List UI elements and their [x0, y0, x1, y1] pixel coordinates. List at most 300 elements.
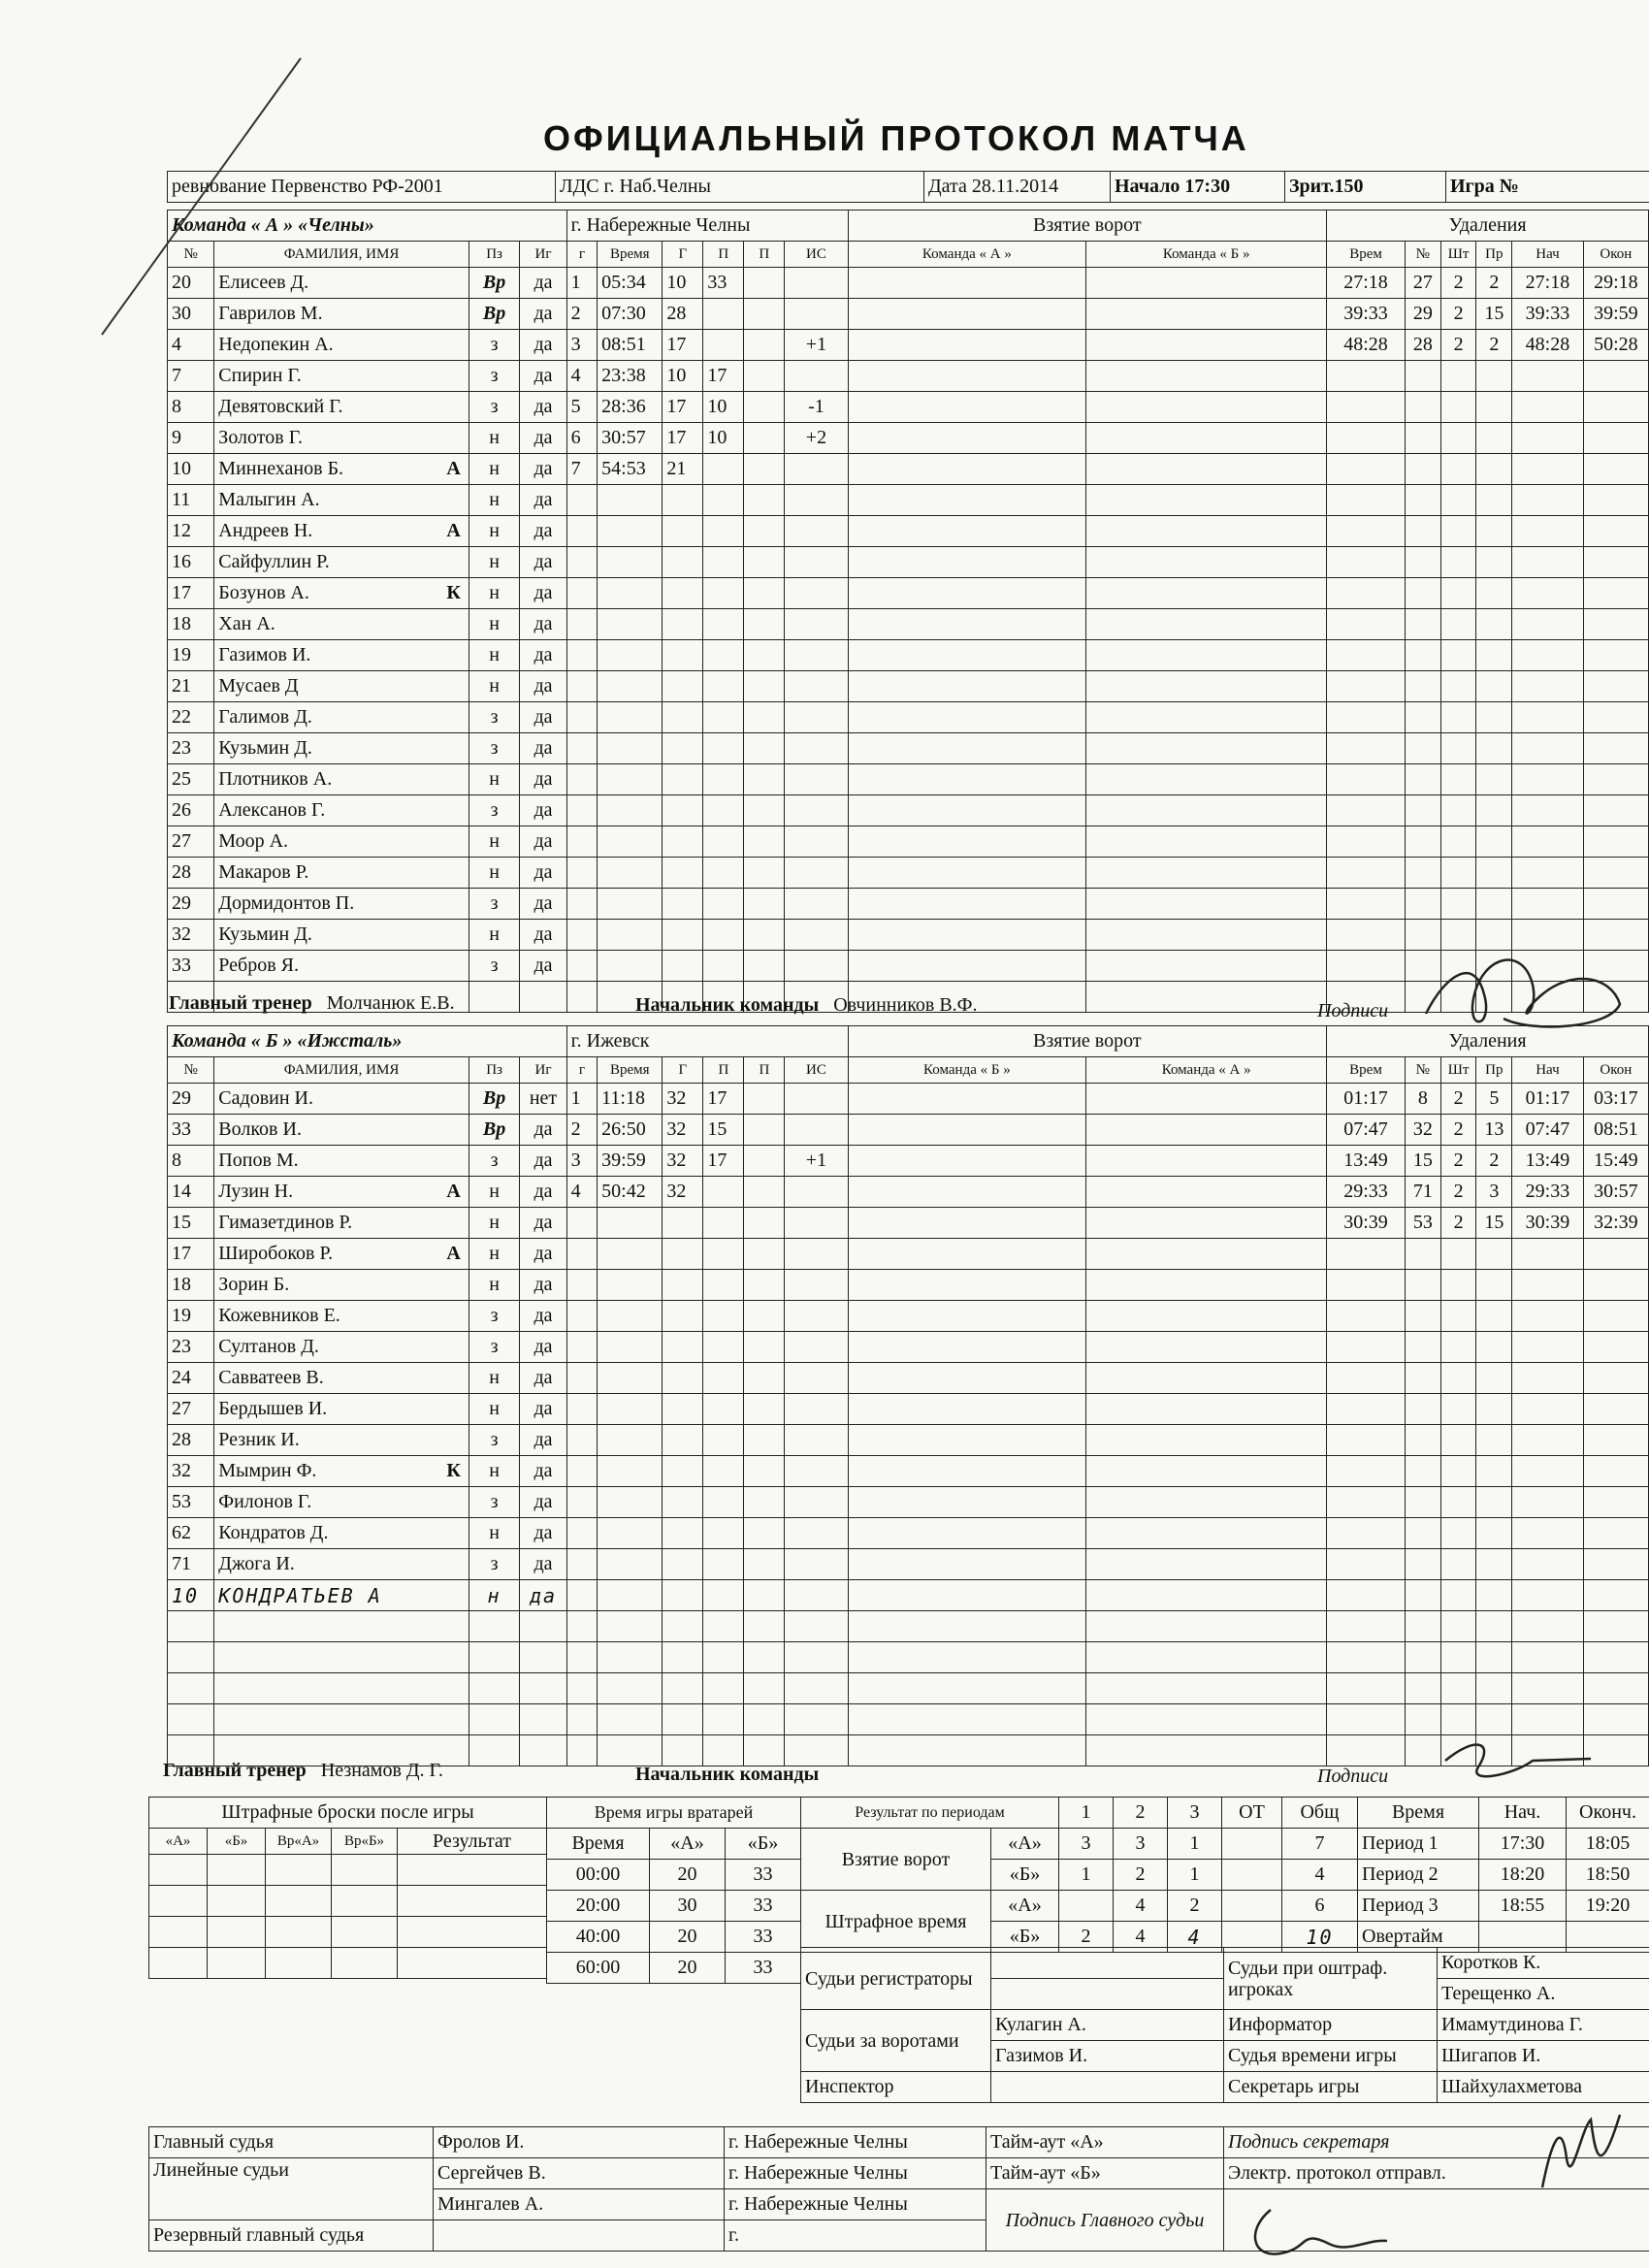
goals-label: Взятие ворот [848, 211, 1327, 242]
goal-cell [744, 1115, 785, 1146]
penalty-cell [1476, 361, 1512, 392]
inspector: Инспектор [801, 2072, 991, 2103]
penalty-cell [1583, 1301, 1648, 1332]
penalty-cell [1405, 1580, 1440, 1611]
goal-cell [785, 1611, 848, 1642]
goal-cell [663, 640, 703, 671]
player-number: 17 [168, 1239, 214, 1270]
head-ref-city: г. Набережные Челны [725, 2127, 986, 2158]
goal-cell [598, 1270, 663, 1301]
player-number: 14 [168, 1177, 214, 1208]
empty-cell [168, 1642, 214, 1673]
goal-cell [703, 951, 744, 982]
team-2-goal-grid [1086, 609, 1327, 640]
pj-1: Коротков К. [1438, 1948, 1649, 1979]
penalty-cell [1327, 1239, 1406, 1270]
penalty-cell [1476, 392, 1512, 423]
penalty-cell [1440, 1456, 1476, 1487]
penalty-cell [1476, 1642, 1512, 1673]
player-name [214, 454, 469, 485]
goal-cell [566, 1332, 598, 1363]
penalty-cell [1476, 858, 1512, 889]
goal-cell [744, 640, 785, 671]
goal-cell [744, 1394, 785, 1425]
team-2-goal-grid [1086, 1115, 1327, 1146]
penalty-cell: 2 [1440, 268, 1476, 299]
team-2-goal-grid [1086, 392, 1327, 423]
penalty-cell [1327, 1456, 1406, 1487]
penalty-cell: 2 [1440, 330, 1476, 361]
time-cell: Период 2 [1358, 1860, 1479, 1891]
goal-cell: 32 [663, 1084, 703, 1115]
goal-cell [703, 609, 744, 640]
empty-cell [469, 1611, 520, 1642]
empty-cell [520, 982, 566, 1013]
column-header: ФАМИЛИЯ, ИМЯ [214, 1057, 469, 1084]
goal-cell [785, 795, 848, 826]
goal-cell [744, 889, 785, 920]
goal-cell [663, 671, 703, 702]
penalty-cell [1327, 1549, 1406, 1580]
penalty-cell [1440, 889, 1476, 920]
officials-table [800, 1947, 1649, 2103]
player-row [168, 764, 1649, 795]
period-score: 1 [1168, 1829, 1222, 1860]
penalty-cell [1327, 733, 1406, 764]
player-plays: да [520, 1270, 566, 1301]
goal-cell [598, 1642, 663, 1673]
penalty-cell [1440, 454, 1476, 485]
penalty-cell [1512, 547, 1584, 578]
player-position: з [469, 361, 520, 392]
head-ref-name: Фролов И. [434, 2127, 725, 2158]
penalty-cell: 2 [1440, 1146, 1476, 1177]
goal-cell [663, 764, 703, 795]
penalty-cell: 2 [1476, 268, 1512, 299]
team-1-goal-grid [848, 578, 1086, 609]
goal-cell [663, 1518, 703, 1549]
penalty-cell: 01:17 [1512, 1084, 1584, 1115]
player-number: 23 [168, 1332, 214, 1363]
linesmen-label: Линейные судьи [149, 2158, 434, 2220]
goal-cell: 17 [703, 361, 744, 392]
time-cell: 19:20 [1567, 1891, 1649, 1922]
goal-cell [744, 858, 785, 889]
column-header: Нач [1512, 1057, 1584, 1084]
team-1-goal-grid [848, 795, 1086, 826]
goal-cell [598, 1735, 663, 1766]
goal-cell [744, 485, 785, 516]
penalty-cell [1440, 578, 1476, 609]
goal-cell [598, 547, 663, 578]
column-header: г [566, 1057, 598, 1084]
team-1-goal-grid [848, 764, 1086, 795]
player-name: Газимов И. [214, 640, 469, 671]
goal-cell [703, 1518, 744, 1549]
player-plays: да [520, 1301, 566, 1332]
team-2-goal-grid [1086, 1394, 1327, 1425]
team-2-goal-grid [1086, 1580, 1327, 1611]
goal-cell [703, 454, 744, 485]
goalie-time-title: Время игры вратарей [547, 1798, 801, 1829]
player-plays: да [520, 361, 566, 392]
shootout-col: «А» [149, 1829, 208, 1855]
goal-cell [744, 1673, 785, 1704]
player-row [168, 671, 1649, 702]
goal-cell [703, 858, 744, 889]
penalty-cell [1512, 1642, 1584, 1673]
goal-cell [663, 1301, 703, 1332]
column-header: Иг [520, 242, 566, 268]
team-1-goal-grid [848, 858, 1086, 889]
goal-cell [785, 733, 848, 764]
penalty-cell: 48:28 [1327, 330, 1406, 361]
player-name: Кондратов Д. [214, 1518, 469, 1549]
goal-cell [703, 1239, 744, 1270]
penalty-cell [1476, 1363, 1512, 1394]
column-header: Пз [469, 242, 520, 268]
goal-cell: 21 [663, 454, 703, 485]
player-name: Золотов Г. [214, 423, 469, 454]
goal-cell [598, 1332, 663, 1363]
goal-cell [566, 485, 598, 516]
goal-cell [744, 1704, 785, 1735]
goal-cell [744, 1580, 785, 1611]
penalty-cell [1405, 1487, 1440, 1518]
penalty-cell [1440, 392, 1476, 423]
penalty-cell [1327, 485, 1406, 516]
goal-cell [744, 733, 785, 764]
penalty-cell [1583, 485, 1648, 516]
penalty-cell [1405, 764, 1440, 795]
player-position: Вр [469, 268, 520, 299]
goal-cell [703, 1270, 744, 1301]
team-1-goal-grid [848, 826, 1086, 858]
column-header: г [566, 242, 598, 268]
player-number: 28 [168, 858, 214, 889]
penalty-cell [1405, 423, 1440, 454]
linesman-2-city: г. Набережные Челны [725, 2189, 986, 2220]
penalty-cell [1405, 671, 1440, 702]
penalty-cell [1440, 733, 1476, 764]
goalie-cell: 20:00 [547, 1891, 650, 1922]
player-position: н [469, 1580, 520, 1611]
player-plays: да [520, 1146, 566, 1177]
team-2-goal-grid [1086, 485, 1327, 516]
period-results-table [800, 1797, 1358, 1953]
team-1-goal-grid [848, 1394, 1086, 1425]
player-name: Зорин Б. [214, 1270, 469, 1301]
goal-cell: 4 [566, 1177, 598, 1208]
penalty-cell [1440, 516, 1476, 547]
penalty-cell [1476, 1456, 1512, 1487]
penalty-cell [1327, 1704, 1406, 1735]
penalty-cell [1476, 516, 1512, 547]
goal-cell [703, 485, 744, 516]
team-2-goal-grid [1086, 826, 1327, 858]
player-plays: да [520, 1115, 566, 1146]
period-score: 7 [1282, 1829, 1358, 1860]
player-plays: да [520, 299, 566, 330]
goal-cell: 50:42 [598, 1177, 663, 1208]
penalty-cell [1583, 609, 1648, 640]
captain-mark: А [446, 458, 461, 479]
player-name [214, 516, 469, 547]
goal-cell [744, 795, 785, 826]
player-number: 32 [168, 1456, 214, 1487]
goal-cell [744, 1208, 785, 1239]
player-position: з [469, 392, 520, 423]
player-row [168, 1611, 1649, 1642]
player-row [168, 609, 1649, 640]
team-2-goal-grid [1086, 1301, 1327, 1332]
penalty-cell [1476, 454, 1512, 485]
goal-cell [598, 1425, 663, 1456]
penalty-cell [1583, 361, 1648, 392]
player-position: Вр [469, 1084, 520, 1115]
goal-cell [703, 889, 744, 920]
goal-cell [663, 826, 703, 858]
goal-cell: 1 [566, 1084, 598, 1115]
time-cell: 18:20 [1479, 1860, 1567, 1891]
goal-cell [703, 671, 744, 702]
goal-cell [598, 1456, 663, 1487]
signature-secretary [1523, 2100, 1639, 2207]
penalty-cell [1583, 392, 1648, 423]
goal-cell [598, 1301, 663, 1332]
player-number: 23 [168, 733, 214, 764]
penalty-cell [1512, 485, 1584, 516]
player-plays: да [520, 640, 566, 671]
player-row [168, 1084, 1649, 1115]
captain-mark: А [446, 1181, 461, 1202]
goal-cell [744, 1270, 785, 1301]
player-position: з [469, 889, 520, 920]
team-2-goal-grid [1086, 1146, 1327, 1177]
penalty-cell [1583, 1270, 1648, 1301]
penalty-cell [1512, 764, 1584, 795]
goal-cell [785, 889, 848, 920]
player-name: Резник И. [214, 1425, 469, 1456]
goal-cell: 7 [566, 454, 598, 485]
team-2-goal-grid [1086, 516, 1327, 547]
goal-cell: 17 [703, 1084, 744, 1115]
period-score: 4 [1282, 1860, 1358, 1891]
goal-cell [744, 1425, 785, 1456]
goal-cell [598, 1239, 663, 1270]
goal-cell [785, 609, 848, 640]
player-plays: да [520, 578, 566, 609]
goal-cell [703, 1301, 744, 1332]
goal-cell [785, 671, 848, 702]
period-score: 4 [1168, 1922, 1222, 1953]
goal-cell [785, 1301, 848, 1332]
team-2-goal-grid [1086, 547, 1327, 578]
player-plays: да [520, 1332, 566, 1363]
period-score [1222, 1891, 1282, 1922]
penalty-cell [1476, 1239, 1512, 1270]
goal-cell: 2 [566, 299, 598, 330]
goal-cell: 17 [663, 423, 703, 454]
penalty-cell: 15 [1476, 299, 1512, 330]
penalty-cell [1512, 361, 1584, 392]
team-1-goal-grid [848, 671, 1086, 702]
penalty-cell [1405, 578, 1440, 609]
empty-cell [214, 1611, 469, 1642]
player-name: Султанов Д. [214, 1332, 469, 1363]
period-col: 3 [1168, 1798, 1222, 1829]
goalie-cell: 20 [650, 1922, 726, 1953]
informer-name: Имамутдинова Г. [1438, 2010, 1649, 2041]
team-2-goal-grid [1086, 982, 1327, 1013]
goal-cell [744, 268, 785, 299]
player-row [168, 423, 1649, 454]
player-plays: нет [520, 1084, 566, 1115]
goal-cell: 23:38 [598, 361, 663, 392]
player-name: Ребров Я. [214, 951, 469, 982]
penalty-cell: 5 [1476, 1084, 1512, 1115]
empty-cell [469, 1704, 520, 1735]
penalty-cell [1512, 1332, 1584, 1363]
player-number: 27 [168, 1394, 214, 1425]
secretary: Секретарь игры [1224, 2072, 1438, 2103]
penalty-cell: 30:39 [1512, 1208, 1584, 1239]
penalty-cell [1327, 702, 1406, 733]
player-number: 53 [168, 1487, 214, 1518]
goal-cell [598, 1704, 663, 1735]
player-plays: да [520, 485, 566, 516]
player-number: 8 [168, 1146, 214, 1177]
goal-cell [598, 1363, 663, 1394]
player-number: 10 [168, 454, 214, 485]
empty-cell [469, 1673, 520, 1704]
player-name-text: Андреев Н. [218, 520, 313, 541]
player-plays: да [520, 547, 566, 578]
team-1-goal-grid [848, 1425, 1086, 1456]
goal-cell: 5 [566, 392, 598, 423]
player-position: з [469, 1146, 520, 1177]
player-name: Филонов Г. [214, 1487, 469, 1518]
penalty-cell: 2 [1476, 330, 1512, 361]
goal-cell [663, 1456, 703, 1487]
penalty-cell [1405, 1518, 1440, 1549]
goal-cell [703, 1704, 744, 1735]
goal-cell [744, 1456, 785, 1487]
player-plays: да [520, 1549, 566, 1580]
team-2-goal-grid [1086, 1177, 1327, 1208]
goal-cell [744, 516, 785, 547]
column-header: Шт [1440, 242, 1476, 268]
team-2-goal-grid [1086, 268, 1327, 299]
empty-cell [168, 1611, 214, 1642]
penalty-cell [1405, 1301, 1440, 1332]
goal-cell [785, 1115, 848, 1146]
goal-cell [663, 1611, 703, 1642]
player-row [168, 268, 1649, 299]
goal-cell [703, 1642, 744, 1673]
player-plays: да [520, 1177, 566, 1208]
penalty-cell [1583, 1642, 1648, 1673]
goal-cell [598, 764, 663, 795]
player-row [168, 1642, 1649, 1673]
team-tag: «А» [991, 1829, 1059, 1860]
player-row [168, 1580, 1649, 1611]
team-2-goal-grid [1086, 1518, 1327, 1549]
penalty-cell: 07:47 [1327, 1115, 1406, 1146]
goal-cell [744, 671, 785, 702]
goal-cell [744, 299, 785, 330]
penalty-cell: 07:47 [1512, 1115, 1584, 1146]
goal-cell [785, 1704, 848, 1735]
player-name: Девятовский Г. [214, 392, 469, 423]
goal-cell [703, 1549, 744, 1580]
penalty-cell [1440, 764, 1476, 795]
empty-cell [469, 1642, 520, 1673]
team-2-goal-grid [1086, 640, 1327, 671]
goalie-col: «А» [650, 1829, 726, 1860]
player-plays: да [520, 702, 566, 733]
player-plays: да [520, 609, 566, 640]
team-label: Команда « А » «Челны» [168, 211, 567, 242]
column-header: Команда « А » [1086, 1057, 1327, 1084]
goal-cell: 4 [566, 361, 598, 392]
penalty-cell [1327, 920, 1406, 951]
goal-cell [566, 795, 598, 826]
player-name: Садовин И. [214, 1084, 469, 1115]
goal-cell [744, 702, 785, 733]
goal-cell [663, 1239, 703, 1270]
player-position: н [469, 1456, 520, 1487]
period-score: 3 [1114, 1829, 1168, 1860]
goal-cell [703, 640, 744, 671]
penalty-cell [1583, 1425, 1648, 1456]
goal-cell: 32 [663, 1177, 703, 1208]
goal-cell [663, 1704, 703, 1735]
penalty-cell [1476, 826, 1512, 858]
goal-cell [598, 733, 663, 764]
column-header: Шт [1440, 1057, 1476, 1084]
penalty-cell [1512, 702, 1584, 733]
penalty-cell [1405, 1642, 1440, 1673]
goal-cell [566, 889, 598, 920]
empty-cell [520, 1673, 566, 1704]
goal-cell: -1 [785, 392, 848, 423]
signature-head-ref [1242, 2200, 1406, 2268]
goal-cell [703, 1177, 744, 1208]
goal-cell [744, 1549, 785, 1580]
goal-cell [566, 547, 598, 578]
penalty-cell: 15:49 [1583, 1146, 1648, 1177]
column-header: П [703, 1057, 744, 1084]
goal-cell: 2 [566, 1115, 598, 1146]
penalty-cell [1327, 1301, 1406, 1332]
team-1-goal-grid [848, 361, 1086, 392]
player-name: Дормидонтов П. [214, 889, 469, 920]
penalty-cell [1512, 640, 1584, 671]
player-plays: да [520, 733, 566, 764]
team-1-goal-grid [848, 1084, 1086, 1115]
period-score: 2 [1114, 1860, 1168, 1891]
player-row [168, 1208, 1649, 1239]
period-score: 10 [1282, 1922, 1358, 1953]
player-plays: да [520, 858, 566, 889]
empty-cell [214, 1673, 469, 1704]
player-number: 17 [168, 578, 214, 609]
penalty-cell [1327, 795, 1406, 826]
penalty-cell: 39:33 [1512, 299, 1584, 330]
goal-cell [703, 733, 744, 764]
player-position: з [469, 1549, 520, 1580]
